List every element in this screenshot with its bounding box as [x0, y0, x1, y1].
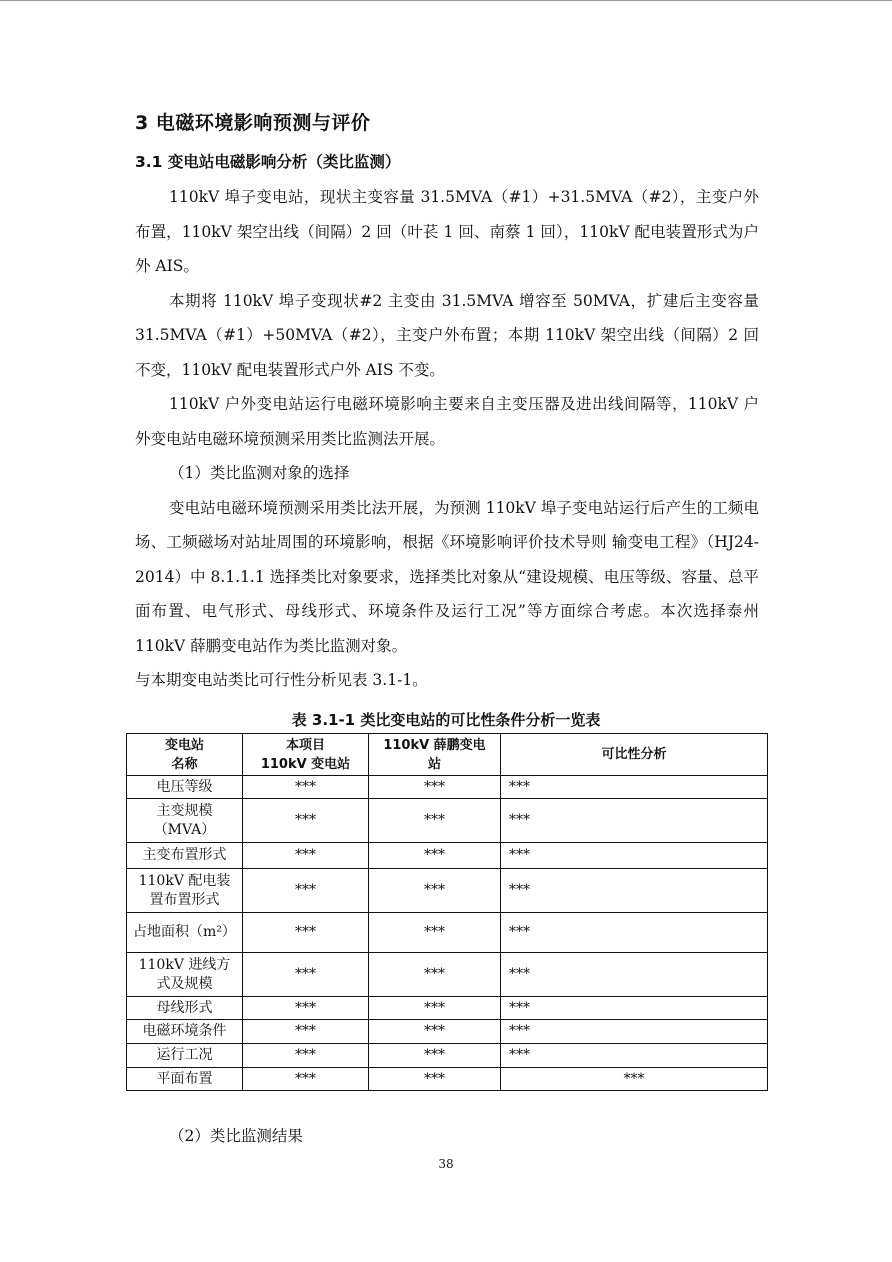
cell-analysis: ***: [501, 1068, 768, 1091]
header-project: [243, 734, 369, 776]
page-top-rule: [0, 0, 892, 1]
row-name: 占地面积（m²）: [127, 913, 243, 953]
row-name-line: 置布置形式: [149, 891, 220, 908]
cell-project: ***: [243, 869, 369, 913]
cell-project: ***: [243, 913, 369, 953]
table-row: [127, 913, 768, 953]
row-name-line: 主变规模: [156, 802, 213, 819]
page-number: 38: [438, 1157, 454, 1171]
cell-xuepeng: ***: [369, 1044, 501, 1068]
cell-xuepeng: ***: [369, 869, 501, 913]
cell-analysis: ***: [501, 913, 768, 953]
row-name: 主变布置形式: [127, 843, 243, 869]
table-header-row: [127, 734, 768, 776]
cell-xuepeng: ***: [369, 997, 501, 1020]
header-line: 站: [427, 756, 441, 772]
cell-project: ***: [243, 1044, 369, 1068]
row-name: 电磁环境条件: [127, 1020, 243, 1044]
table-row: [127, 997, 768, 1020]
header-xuepeng: [369, 734, 501, 776]
cell-project: ***: [243, 1068, 369, 1091]
table-row: [127, 843, 768, 869]
row-name: [127, 953, 243, 997]
table-row: [127, 1044, 768, 1068]
cell-project: ***: [243, 799, 369, 843]
cell-xuepeng: ***: [369, 1020, 501, 1044]
cell-analysis: ***: [501, 799, 768, 843]
cell-xuepeng: ***: [369, 953, 501, 997]
header-station-name: [127, 734, 243, 776]
cell-xuepeng: ***: [369, 799, 501, 843]
header-line: 变电站: [164, 737, 204, 753]
subsection-heading: 3.1 变电站电磁影响分析（类比监测）: [135, 153, 401, 171]
row-name-line: 110kV 进线方: [138, 956, 231, 973]
table-row: [127, 1020, 768, 1044]
cell-analysis: ***: [501, 843, 768, 869]
row-name-line: （MVA）: [153, 821, 216, 838]
header-line: 本项目: [285, 737, 325, 753]
cell-xuepeng: ***: [369, 843, 501, 869]
cell-project: ***: [243, 776, 369, 799]
row-name: 电压等级: [127, 776, 243, 799]
cell-analysis: ***: [501, 776, 768, 799]
header-line: 110kV 变电站: [260, 756, 351, 772]
cell-project: ***: [243, 1020, 369, 1044]
section-heading: 3 电磁环境影响预测与评价: [135, 112, 371, 134]
header-line: 110kV 薛鹏变电: [383, 737, 486, 753]
header-analysis: 可比性分析: [501, 734, 768, 776]
paragraph-4-heading: （1）类比监测对象的选择: [169, 464, 350, 482]
cell-project: ***: [243, 953, 369, 997]
cell-analysis: ***: [501, 997, 768, 1020]
cell-project: ***: [243, 997, 369, 1020]
row-name: [127, 869, 243, 913]
row-name-line: 110kV 配电装: [138, 872, 231, 889]
row-name: 母线形式: [127, 997, 243, 1020]
row-name: 平面布置: [127, 1068, 243, 1091]
table-row: [127, 799, 768, 843]
paragraph-6: 与本期变电站类比可行性分析见表 3.1-1。: [135, 671, 428, 689]
cell-analysis: ***: [501, 1044, 768, 1068]
header-line: 名称: [171, 756, 198, 772]
table-caption: 表 3.1-1 类比变电站的可比性条件分析一览表: [291, 711, 601, 729]
paragraph-2: 本期将 110kV 埠子变现状#2 主变由 31.5MVA 增容至 50MVA，扩建后主变容量 31.5MVA（#1）+50MVA（#2），主变户外布置；本期 110kV 架空出线（间隔）2 回不变，110kV 配电装置形式户外 AIS 不变。: [135, 291, 759, 379]
table-row: [127, 953, 768, 997]
paragraph-1: 110kV 埠子变电站，现状主变容量 31.5MVA（#1）+31.5MVA（#2），主变户外布置，110kV 架空出线（间隔）2 回（叶苌 1 回、南蔡 1 回），110kV 配电装置形式为户外 AIS。: [135, 188, 759, 275]
cell-analysis: ***: [501, 869, 768, 913]
subsection-2-heading: （2）类比监测结果: [169, 1127, 303, 1145]
cell-xuepeng: ***: [369, 913, 501, 953]
table-row: [127, 1068, 768, 1091]
cell-analysis: ***: [501, 1020, 768, 1044]
cell-xuepeng: ***: [369, 776, 501, 799]
table-row: [127, 869, 768, 913]
body-text: [135, 180, 759, 698]
paragraph-3: 110kV 户外变电站运行电磁环境影响主要来自主变压器及进出线间隔等，110kV 户外变电站电磁环境预测采用类比监测法开展。: [135, 395, 759, 448]
comparison-table: [126, 733, 768, 1091]
cell-analysis: ***: [501, 953, 768, 997]
cell-project: ***: [243, 843, 369, 869]
row-name-line: 式及规模: [156, 975, 213, 992]
row-name: [127, 799, 243, 843]
cell-xuepeng: ***: [369, 1068, 501, 1091]
row-name: 运行工况: [127, 1044, 243, 1068]
table-row: [127, 776, 768, 799]
paragraph-5: 变电站电磁环境预测采用类比法开展，为预测 110kV 埠子变电站运行后产生的工频电场、工频磁场对站址周围的环境影响，根据《环境影响评价技术导则 输变电工程》（HJ24-2014）中 8.1.1.1 选择类比对象要求，选择类比对象从“建设规模、电压等级、容量、总平面布置、电气形式、母线形式、环境条件及运行工况”等方面综合考虑。本次选择泰州 110kV 薛鹏变电站作为类比监测对象。: [135, 498, 759, 655]
